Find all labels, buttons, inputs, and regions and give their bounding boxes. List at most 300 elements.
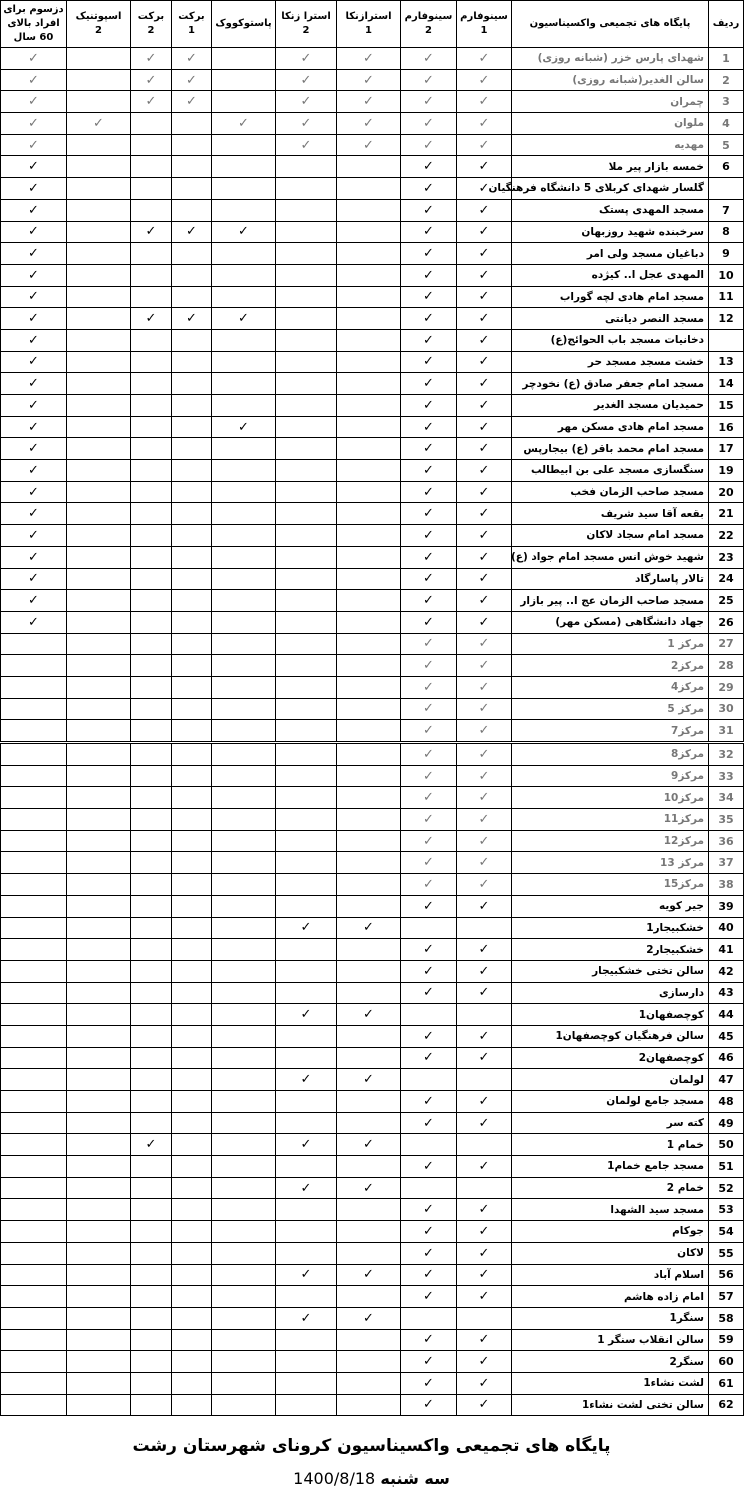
check-mark-icon: ✓ — [276, 917, 337, 939]
site-name: چمران — [512, 91, 709, 113]
table-row — [1, 525, 744, 547]
empty-cell — [131, 264, 172, 286]
empty-cell — [172, 1286, 212, 1308]
header-sputnik-2: اسپوتنیک 2 — [67, 1, 131, 48]
row-number: 22 — [709, 525, 744, 547]
empty-cell — [337, 1286, 401, 1308]
empty-cell — [1, 1372, 67, 1394]
row-number: 54 — [709, 1221, 744, 1243]
check-mark-icon: ✓ — [276, 1069, 337, 1091]
table-row — [1, 895, 744, 917]
empty-cell — [337, 633, 401, 655]
row-number: 9 — [709, 243, 744, 265]
empty-cell — [172, 156, 212, 178]
empty-cell — [131, 1199, 172, 1221]
empty-cell — [172, 1264, 212, 1286]
row-number: 61 — [709, 1372, 744, 1394]
empty-cell — [172, 1329, 212, 1351]
table-row — [1, 720, 744, 743]
empty-cell — [212, 720, 276, 743]
row-number: 4 — [709, 113, 744, 135]
empty-cell — [172, 199, 212, 221]
check-mark-icon: ✓ — [457, 698, 512, 720]
empty-cell — [337, 373, 401, 395]
empty-cell — [67, 568, 131, 590]
row-number — [709, 178, 744, 200]
empty-cell — [172, 1156, 212, 1178]
empty-cell — [67, 960, 131, 982]
empty-cell — [212, 1047, 276, 1069]
check-mark-icon: ✓ — [401, 939, 457, 961]
check-mark-icon: ✓ — [401, 1394, 457, 1416]
check-mark-icon: ✓ — [337, 1264, 401, 1286]
check-mark-icon: ✓ — [457, 69, 512, 91]
empty-cell — [172, 134, 212, 156]
table-row — [1, 1134, 744, 1156]
empty-cell — [131, 1307, 172, 1329]
empty-cell — [172, 611, 212, 633]
empty-cell — [276, 1156, 337, 1178]
check-mark-icon: ✓ — [401, 416, 457, 438]
empty-cell — [337, 243, 401, 265]
check-mark-icon: ✓ — [337, 91, 401, 113]
empty-cell — [337, 765, 401, 787]
empty-cell — [131, 1091, 172, 1113]
empty-cell — [337, 1351, 401, 1373]
empty-cell — [172, 525, 212, 547]
table-row — [1, 460, 744, 482]
empty-cell — [67, 787, 131, 809]
empty-cell — [212, 199, 276, 221]
check-mark-icon: ✓ — [401, 676, 457, 698]
empty-cell — [276, 698, 337, 720]
empty-cell — [337, 1091, 401, 1113]
site-name: شهید خوش انس مسجد امام جواد (ع) — [512, 546, 709, 568]
empty-cell — [212, 329, 276, 351]
header-barekat-1: برکت 1 — [172, 1, 212, 48]
check-mark-icon: ✓ — [401, 134, 457, 156]
table-row — [1, 156, 744, 178]
check-mark-icon: ✓ — [1, 308, 67, 330]
site-name: مرکز11 — [512, 809, 709, 831]
check-mark-icon: ✓ — [67, 113, 131, 135]
check-mark-icon: ✓ — [401, 1286, 457, 1308]
check-mark-icon: ✓ — [1, 243, 67, 265]
empty-cell — [337, 264, 401, 286]
table-row — [1, 1199, 744, 1221]
row-number: 28 — [709, 655, 744, 677]
empty-cell — [1, 1069, 67, 1091]
empty-cell — [276, 568, 337, 590]
check-mark-icon: ✓ — [457, 720, 512, 743]
empty-cell — [276, 1199, 337, 1221]
empty-cell — [212, 787, 276, 809]
row-number: 42 — [709, 960, 744, 982]
empty-cell — [212, 874, 276, 896]
empty-cell — [131, 1242, 172, 1264]
empty-cell — [337, 199, 401, 221]
empty-cell — [1, 1004, 67, 1026]
check-mark-icon: ✓ — [457, 264, 512, 286]
empty-cell — [131, 1372, 172, 1394]
site-name: سنگر1 — [512, 1307, 709, 1329]
empty-cell — [1, 939, 67, 961]
site-name: سرخبنده شهید روزبهان — [512, 221, 709, 243]
header-row — [1, 1, 744, 48]
empty-cell — [67, 698, 131, 720]
empty-cell — [212, 286, 276, 308]
empty-cell — [212, 1351, 276, 1373]
table-row — [1, 698, 744, 720]
footer-date: 1400/8/18 — [293, 1469, 376, 1488]
check-mark-icon: ✓ — [172, 48, 212, 70]
empty-cell — [172, 895, 212, 917]
empty-cell — [67, 156, 131, 178]
table-row — [1, 633, 744, 655]
table-row — [1, 351, 744, 373]
check-mark-icon: ✓ — [457, 503, 512, 525]
check-mark-icon: ✓ — [457, 611, 512, 633]
check-mark-icon: ✓ — [457, 373, 512, 395]
check-mark-icon: ✓ — [457, 438, 512, 460]
empty-cell — [131, 1025, 172, 1047]
row-number: 1 — [709, 48, 744, 70]
empty-cell — [276, 939, 337, 961]
table-row — [1, 1069, 744, 1091]
check-mark-icon: ✓ — [1, 286, 67, 308]
row-number: 46 — [709, 1047, 744, 1069]
empty-cell — [131, 156, 172, 178]
site-name: سالن تختی لشت نشاء1 — [512, 1394, 709, 1416]
row-number: 43 — [709, 982, 744, 1004]
site-name: مسجد جامع خمام1 — [512, 1156, 709, 1178]
empty-cell — [337, 939, 401, 961]
empty-cell — [212, 134, 276, 156]
empty-cell — [131, 1004, 172, 1026]
empty-cell — [276, 351, 337, 373]
empty-cell — [172, 1069, 212, 1091]
table-row — [1, 1372, 744, 1394]
table-row — [1, 939, 744, 961]
row-number: 33 — [709, 765, 744, 787]
empty-cell — [131, 1221, 172, 1243]
empty-cell — [276, 960, 337, 982]
empty-cell — [337, 1047, 401, 1069]
site-name: خمام 2 — [512, 1177, 709, 1199]
empty-cell — [67, 1025, 131, 1047]
empty-cell — [172, 720, 212, 743]
check-mark-icon: ✓ — [457, 1025, 512, 1047]
table-row — [1, 243, 744, 265]
check-mark-icon: ✓ — [457, 199, 512, 221]
empty-cell — [131, 395, 172, 417]
empty-cell — [67, 481, 131, 503]
check-mark-icon: ✓ — [401, 199, 457, 221]
site-name: مرکز 13 — [512, 852, 709, 874]
row-number: 35 — [709, 809, 744, 831]
check-mark-icon: ✓ — [1, 134, 67, 156]
table-row — [1, 743, 744, 766]
empty-cell — [1, 1264, 67, 1286]
empty-cell — [172, 286, 212, 308]
site-name: مرکز7 — [512, 720, 709, 743]
empty-cell — [401, 917, 457, 939]
check-mark-icon: ✓ — [276, 48, 337, 70]
empty-cell — [212, 69, 276, 91]
site-name: سالن الغدیر(شبانه روزی) — [512, 69, 709, 91]
row-number: 32 — [709, 743, 744, 766]
check-mark-icon: ✓ — [1, 481, 67, 503]
empty-cell — [131, 787, 172, 809]
empty-cell — [337, 611, 401, 633]
empty-cell — [276, 1112, 337, 1134]
empty-cell — [1, 1177, 67, 1199]
empty-cell — [172, 698, 212, 720]
site-name: لشت نشاء1 — [512, 1372, 709, 1394]
row-number: 8 — [709, 221, 744, 243]
empty-cell — [276, 178, 337, 200]
empty-cell — [172, 329, 212, 351]
empty-cell — [1, 917, 67, 939]
empty-cell — [172, 874, 212, 896]
check-mark-icon: ✓ — [1, 91, 67, 113]
row-number: 51 — [709, 1156, 744, 1178]
empty-cell — [212, 1091, 276, 1113]
check-mark-icon: ✓ — [401, 308, 457, 330]
table-body — [1, 48, 744, 1416]
check-mark-icon: ✓ — [172, 69, 212, 91]
row-number: 40 — [709, 917, 744, 939]
empty-cell — [67, 809, 131, 831]
empty-cell — [131, 1177, 172, 1199]
empty-cell — [337, 178, 401, 200]
empty-cell — [172, 373, 212, 395]
empty-cell — [337, 329, 401, 351]
site-name: المهدی عجل ا.. کیژده — [512, 264, 709, 286]
empty-cell — [337, 351, 401, 373]
empty-cell — [67, 351, 131, 373]
site-name: لولمان — [512, 1069, 709, 1091]
empty-cell — [172, 568, 212, 590]
row-number: 60 — [709, 1351, 744, 1373]
empty-cell — [131, 1351, 172, 1373]
empty-cell — [131, 611, 172, 633]
check-mark-icon: ✓ — [457, 743, 512, 766]
check-mark-icon: ✓ — [401, 481, 457, 503]
table-row — [1, 395, 744, 417]
site-name: مهدیه — [512, 134, 709, 156]
empty-cell — [337, 568, 401, 590]
empty-cell — [172, 438, 212, 460]
table-row — [1, 481, 744, 503]
check-mark-icon: ✓ — [457, 676, 512, 698]
empty-cell — [276, 460, 337, 482]
empty-cell — [1, 809, 67, 831]
row-number: 49 — [709, 1112, 744, 1134]
empty-cell — [1, 1199, 67, 1221]
site-name: مرکز4 — [512, 676, 709, 698]
empty-cell — [131, 676, 172, 698]
table-row — [1, 787, 744, 809]
empty-cell — [276, 525, 337, 547]
empty-cell — [337, 546, 401, 568]
row-number: 48 — [709, 1091, 744, 1113]
empty-cell — [212, 1372, 276, 1394]
check-mark-icon: ✓ — [401, 1156, 457, 1178]
empty-cell — [67, 590, 131, 612]
table-row — [1, 199, 744, 221]
check-mark-icon: ✓ — [401, 765, 457, 787]
table-row — [1, 113, 744, 135]
empty-cell — [212, 373, 276, 395]
empty-cell — [337, 156, 401, 178]
check-mark-icon: ✓ — [457, 982, 512, 1004]
check-mark-icon: ✓ — [401, 546, 457, 568]
empty-cell — [457, 1134, 512, 1156]
check-mark-icon: ✓ — [457, 481, 512, 503]
table-row — [1, 982, 744, 1004]
empty-cell — [276, 1025, 337, 1047]
check-mark-icon: ✓ — [401, 720, 457, 743]
empty-cell — [1, 982, 67, 1004]
empty-cell — [172, 113, 212, 135]
check-mark-icon: ✓ — [401, 525, 457, 547]
empty-cell — [276, 503, 337, 525]
check-mark-icon: ✓ — [457, 134, 512, 156]
empty-cell — [67, 395, 131, 417]
check-mark-icon: ✓ — [337, 917, 401, 939]
check-mark-icon: ✓ — [1, 113, 67, 135]
empty-cell — [212, 264, 276, 286]
empty-cell — [457, 917, 512, 939]
empty-cell — [276, 546, 337, 568]
site-name: مسجد امام محمد باقر (ع) بیجارپس — [512, 438, 709, 460]
check-mark-icon: ✓ — [276, 1134, 337, 1156]
empty-cell — [1, 787, 67, 809]
empty-cell — [131, 655, 172, 677]
empty-cell — [337, 960, 401, 982]
table-row — [1, 1047, 744, 1069]
table-row — [1, 1091, 744, 1113]
empty-cell — [337, 1025, 401, 1047]
empty-cell — [172, 917, 212, 939]
row-number: 6 — [709, 156, 744, 178]
check-mark-icon: ✓ — [401, 1351, 457, 1373]
check-mark-icon: ✓ — [1, 178, 67, 200]
table-row — [1, 264, 744, 286]
check-mark-icon: ✓ — [401, 503, 457, 525]
empty-cell — [212, 1199, 276, 1221]
empty-cell — [67, 676, 131, 698]
empty-cell — [131, 1329, 172, 1351]
empty-cell — [1, 1329, 67, 1351]
empty-cell — [131, 633, 172, 655]
check-mark-icon: ✓ — [401, 960, 457, 982]
site-name: گلسار شهدای کربلای 5 دانشگاه فرهنگیان — [512, 178, 709, 200]
empty-cell — [212, 1069, 276, 1091]
empty-cell — [276, 1351, 337, 1373]
empty-cell — [337, 1112, 401, 1134]
empty-cell — [212, 1112, 276, 1134]
check-mark-icon: ✓ — [1, 525, 67, 547]
empty-cell — [337, 1372, 401, 1394]
empty-cell — [276, 395, 337, 417]
empty-cell — [401, 1069, 457, 1091]
check-mark-icon: ✓ — [1, 351, 67, 373]
empty-cell — [276, 1372, 337, 1394]
empty-cell — [131, 960, 172, 982]
empty-cell — [337, 590, 401, 612]
check-mark-icon: ✓ — [457, 568, 512, 590]
empty-cell — [67, 199, 131, 221]
empty-cell — [212, 1134, 276, 1156]
site-name: مسجد سید الشهدا — [512, 1199, 709, 1221]
empty-cell — [67, 1242, 131, 1264]
table-row — [1, 655, 744, 677]
check-mark-icon: ✓ — [337, 69, 401, 91]
check-mark-icon: ✓ — [337, 113, 401, 135]
empty-cell — [1, 698, 67, 720]
check-mark-icon: ✓ — [401, 373, 457, 395]
check-mark-icon: ✓ — [457, 1221, 512, 1243]
empty-cell — [276, 243, 337, 265]
empty-cell — [1, 633, 67, 655]
footer-title: پایگاه های تجمیعی واکسیناسیون کرونای شهرستان رشت — [132, 1436, 611, 1456]
empty-cell — [276, 655, 337, 677]
empty-cell — [131, 351, 172, 373]
row-number: 11 — [709, 286, 744, 308]
empty-cell — [67, 546, 131, 568]
check-mark-icon: ✓ — [457, 1199, 512, 1221]
empty-cell — [67, 1264, 131, 1286]
empty-cell — [337, 852, 401, 874]
empty-cell — [276, 481, 337, 503]
check-mark-icon: ✓ — [457, 1264, 512, 1286]
empty-cell — [401, 1307, 457, 1329]
check-mark-icon: ✓ — [1, 329, 67, 351]
empty-cell — [337, 1242, 401, 1264]
check-mark-icon: ✓ — [172, 91, 212, 113]
check-mark-icon: ✓ — [457, 1112, 512, 1134]
table-row — [1, 1286, 744, 1308]
empty-cell — [172, 1177, 212, 1199]
empty-cell — [67, 134, 131, 156]
empty-cell — [212, 809, 276, 831]
empty-cell — [337, 395, 401, 417]
site-name: مسجد امام سجاد لاکان — [512, 525, 709, 547]
empty-cell — [337, 720, 401, 743]
empty-cell — [172, 546, 212, 568]
check-mark-icon: ✓ — [401, 655, 457, 677]
check-mark-icon: ✓ — [457, 895, 512, 917]
empty-cell — [172, 481, 212, 503]
empty-cell — [131, 743, 172, 766]
empty-cell — [172, 1394, 212, 1416]
empty-cell — [172, 1351, 212, 1373]
empty-cell — [131, 1286, 172, 1308]
row-number: 16 — [709, 416, 744, 438]
check-mark-icon: ✓ — [457, 286, 512, 308]
empty-cell — [276, 156, 337, 178]
check-mark-icon: ✓ — [457, 830, 512, 852]
empty-cell — [1, 655, 67, 677]
site-name: کته سر — [512, 1112, 709, 1134]
table-row — [1, 178, 744, 200]
check-mark-icon: ✓ — [457, 1372, 512, 1394]
empty-cell — [337, 743, 401, 766]
check-mark-icon: ✓ — [212, 221, 276, 243]
empty-cell — [67, 917, 131, 939]
